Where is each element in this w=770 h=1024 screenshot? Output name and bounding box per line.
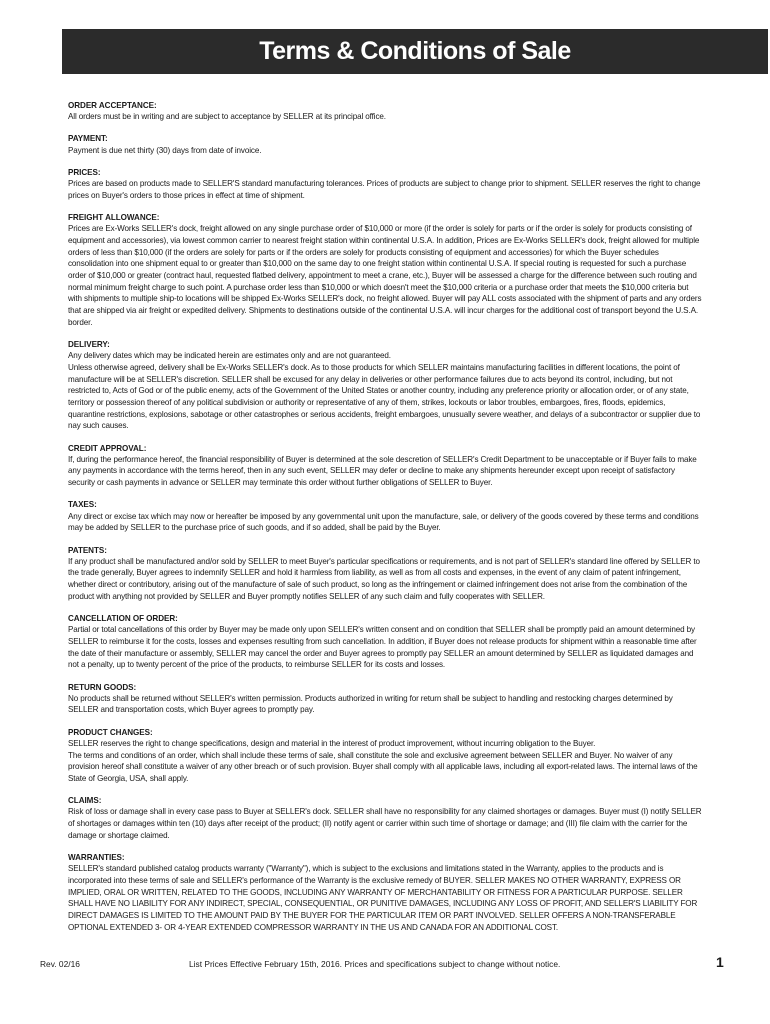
section-heading: ORDER ACCEPTANCE:	[68, 101, 157, 110]
section-heading: PRODUCT CHANGES:	[68, 727, 153, 737]
terms-section	[68, 852, 702, 933]
section-paragraph: Unless otherwise agreed, delivery shall be Ex-Works SELLER's dock. As to those products for which SELLER maintains manufacturing facilities in different locations, the point of manufacture will be at SELLER's discretion. SELLER shall be excused for any delay in deliveries or other performance failures due to acts beyond its control, including, but not restricted to, Acts of God or of the public enemy, acts of the Government of the United States or another country, including any preference priority or allocation order, or of any state, territory or possession thereof of any political subdivision or authority or representative of any of them, strikes, lockouts or labor troubles, embargoes, fires, floods, epidemics, quarantine restrictions, explosions, sabotage or other catastrophes or serious accidents, freight embargoes, unusually severe weather, and delays of a subcontractor or supplier due to nay such causes.	[68, 362, 701, 431]
terms-section	[68, 727, 702, 785]
revision-label: Rev. 02/16	[40, 959, 80, 969]
terms-section	[68, 167, 702, 202]
page-title: Terms & Conditions of Sale	[259, 37, 571, 65]
section-paragraph: SELLER's standard published catalog products warranty ("Warranty"), which is subject to the exclusions and limitations stated in the Warranty, applies to the products and is incorporated into these terms of sale and SELLER's performance of the Warranty is the exclusive remedy of BUYER. SELLER MAKES NO OTHER WARRANTY, EXPRESS OR IMPLIED, ORAL OR WRITTEN, RELATED TO THE GOODS, INCLUDING ANY WARRANTY OF MERCHANTABILITY OR FITNESS FOR A PARTICULAR PURPOSE. SELLER SHALL HAVE NO LIABILITY FOR ANY INDIRECT, SPECIAL, CONSEQUENTIAL, OR PUNITIVE DAMAGES, INCLUDING ANY LOSS OF PROFIT, AND SELLER'S LIABILITY FOR DIRECT DAMAGES IS LIMITED TO THE AMOUNT PAID BY THE BUYER FOR THE PARTICULAR ITEM OR PART INVOLVED. SELLER OFFERS A NON-TRANSFERABLE OPTIONAL EXTENDED 3- OR 4-YEAR EXTENDED COMPRESSOR WARRANTY IN THE US AND CANADA FOR AN ADDITIONAL COST.	[68, 864, 698, 932]
section-heading: PAYMENT:	[68, 134, 108, 144]
section-paragraph: Any delivery dates which may be indicated herein are estimates only and are not guaranteed.	[68, 351, 391, 361]
section-heading: WARRANTIES:	[68, 852, 125, 862]
section-heading: PRICES:	[68, 167, 101, 177]
footer-note: List Prices Effective February 15th, 2016. Prices and specifications subject to change without notice.	[189, 959, 561, 969]
terms-section	[68, 212, 702, 329]
section-paragraph: All orders must be in writing and are subject to acceptance by SELLER at its principal office.	[68, 112, 386, 122]
section-paragraph: If any product shall be manufactured and/or sold by SELLER to meet Buyer's particular specifications or requirements, and is not part of SELLER's standard line offered by SELLER to the trade generally, Buyer agrees to indemnify SELLER and hold it harmless from liability, as well as from all costs and expenses, in the event of any claim of patent infringement, whether direct or contributory, arising out of the manufacture of sale of such product, so long as the infringement or claimed infringement does not arise from the combination of the product with anything not provided by SELLER and Buyer promptly notifies SELLER of any such claim and fully cooperates with SELLER.	[68, 556, 700, 601]
section-paragraph: Any direct or excise tax which may now or hereafter be imposed by any governmental unit upon the manufacture, sale, or delivery of the goods covered by these terms and conditions may be added by SELLER to the purchase price of such goods, and if so added, shall be paid by the Buyer.	[68, 511, 699, 533]
terms-section	[68, 133, 702, 156]
section-heading: CREDIT APPROVAL:	[68, 443, 147, 453]
terms-section	[68, 499, 702, 534]
section-heading: RETURN GOODS:	[68, 682, 137, 692]
section-heading: PATENTS:	[68, 545, 107, 555]
title-banner	[62, 29, 768, 74]
section-paragraph: Prices are based on products made to SELLER'S standard manufacturing tolerances. Prices of products are subject to change prior to shipment. SELLER reserves the right to change prices on Buyer's orders to those prices in effect at time of shipment.	[68, 179, 701, 200]
section-heading: DELIVERY:	[68, 339, 110, 349]
section-paragraph: Payment is due net thirty (30) days from date of invoice.	[68, 145, 262, 155]
section-paragraph: Risk of loss or damage shall in every case pass to Buyer at SELLER's dock. SELLER shall have no responsibility for any claimed shortages or damages. Buyer must (I) notify SELLER of shortages or damages within ten (10) days after receipt of the product; (II) notify agent or carrier within such time of shortage or damage; and (III) file claim with the carrier for the damage or shortage claimed.	[68, 807, 702, 840]
section-heading: CLAIMS:	[68, 796, 102, 806]
terms-section	[68, 339, 702, 432]
terms-section	[68, 443, 702, 489]
terms-body	[68, 100, 702, 944]
terms-section	[68, 795, 702, 841]
section-paragraph: If, during the performance hereof, the financial responsibility of Buyer is determined at the sole descretion of SELLER's Credit Department to be unacceptable or if Buyer fails to make any payments in accordance with the terms hereof, then in any such event, SELLER may defer or decline to make any shipments hereunder except upon receipt of satisfactory security or cash payments in advance or SELLER may terminate this order without further obligations of SELLER to Buyer.	[68, 454, 697, 488]
terms-section	[68, 613, 702, 671]
section-heading: FREIGHT ALLOWANCE:	[68, 212, 160, 222]
section-paragraph: SELLER reserves the right to change specifications, design and material in the interest of product improvement, without incurring obligation to the Buyer.	[68, 738, 596, 748]
terms-section	[68, 682, 702, 717]
terms-section	[68, 100, 702, 123]
section-paragraph: Prices are Ex-Works SELLER's dock, freight allowed on any single purchase order of $10,000 or more (if the order is solely for parts or if the order is solely for products consisting of equipment and accessories), via lowest common carrier to nearest freight station within continental U.S.A. In addition, Prices are Ex-Works SELLER's dock, freight allowed for multiple orders of less than $10,000 (if the orders are solely for parts or if the orders are solely for products consisting of equipment and accessories) for which the Buyer schedules consolidation into one shipment equal to or greater than $10,000 on the same day to one freight station within continental U.S.A. If special routing is requested for such a purchase order of $10,000 or greater (contract haul, requested flatbed delivery, appointment to meet a crane, etc.), Buyer will be assessed a charge for the difference between such routing and normal minimum freight charge to such point. A purchase order less than $10,000 or which doesn't meet the $10,000 criteria or a purchase order that meets the $10,000 criteria but with shipments to multiple ship-to locations will be shipped Ex-Works SELLER's dock, no freight allowed. Buyer will pay ALL costs associated with the shipment of parts and any orders that are shipped via air freight or expedited delivery. Shipments to destinations outside of the continental U.S.A. will incur charges for the additional cost of transport beyond the U.S.A. border.	[68, 224, 702, 327]
section-heading: CANCELLATION OF ORDER:	[68, 614, 178, 624]
section-paragraph: The terms and conditions of an order, which shall include these terms of sale, shall constitute the sole and exclusive agreement between SELLER and Buyer. No waiver of any provision hereof shall constitute a waiver of any other breach or of such provision. Buyer shall comply with all applicable laws, including all export-related laws. The internal laws of the State of Georgia, USA, shall apply.	[68, 750, 698, 783]
section-heading: TAXES:	[68, 500, 97, 510]
terms-section	[68, 545, 702, 603]
section-paragraph: No products shall be returned without SELLER's written permission. Products authorized in writing for return shall be subject to handling and restocking charges determined by SELLER and transportation costs, which Buyer agrees to promptly pay.	[68, 693, 673, 715]
section-paragraph: Partial or total cancellations of this order by Buyer may be made only upon SELLER's written consent and on condition that SELLER shall be promptly paid an amount determined by SELLER to reimburse it for the costs, losses and expenses resulting from such cancellation. In addition, if Buyer does not release products for shipment within a reasonable time after the date of their manufacture or assembly, SELLER may cancel the order and Buyer agrees to promptly pay SELLER an amount determined by SELLER as liquidated damages and not a penalty, up to twenty percent of the price of the products, to reimburse SELLER for its costs and losses.	[68, 625, 697, 670]
page-number: 1	[716, 954, 724, 970]
